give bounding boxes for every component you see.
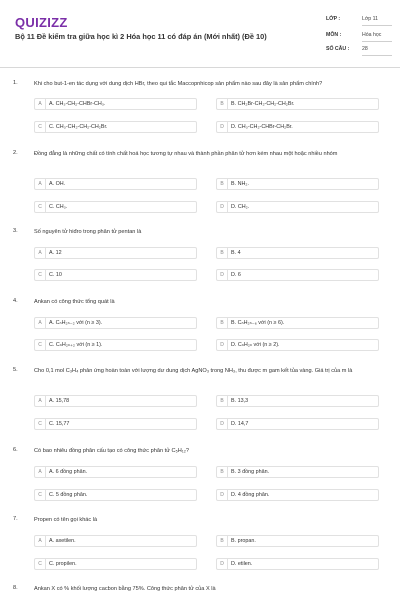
option-text: A. OH. (49, 181, 66, 187)
option-a[interactable] (34, 535, 197, 547)
option-letter: C (35, 559, 46, 569)
meta-count (326, 43, 392, 56)
meta-class-label: LỚP : (326, 16, 341, 22)
option-c[interactable] (34, 269, 197, 281)
option-c[interactable] (34, 201, 197, 213)
question-number: 3. (13, 228, 18, 234)
option-d[interactable] (216, 121, 379, 133)
option-letter: A (35, 467, 46, 477)
option-text: D. 14,7 (231, 421, 249, 427)
option-b[interactable] (216, 247, 379, 259)
option-d[interactable] (216, 269, 379, 281)
option-letter: C (35, 270, 46, 280)
option-letter: A (35, 396, 46, 406)
option-letter: A (35, 318, 46, 328)
quizizz-logo: QUIZIZZ (15, 15, 68, 30)
option-b[interactable] (216, 535, 379, 547)
option-letter: C (35, 202, 46, 212)
option-text: B. CH₂Br-CH₂-CH₂-CH₂Br. (231, 101, 295, 107)
option-b[interactable] (216, 317, 379, 329)
option-a[interactable] (34, 395, 197, 407)
option-letter: A (35, 179, 46, 189)
option-b[interactable] (216, 466, 379, 478)
meta-count-underline (362, 55, 392, 56)
meta-subject-underline (362, 41, 392, 42)
option-a[interactable] (34, 98, 197, 110)
meta-subject-label: MÔN : (326, 32, 342, 38)
option-d[interactable] (216, 558, 379, 570)
option-letter: D (217, 202, 228, 212)
option-text: C. propilen. (49, 561, 77, 567)
question-number: 4. (13, 298, 18, 304)
option-text: C. 5 đồng phân. (49, 492, 88, 498)
question-stem: Cho 0,1 mol C₃H₄ phản ứng hoàn toàn với lượng dư dung dịch AgNO₃ trong NH₃, thu được m gam kết tủa vàng. Giá trị của m là (34, 368, 353, 374)
option-text: D. 4 đồng phân. (231, 492, 270, 498)
question-number: 5. (13, 367, 18, 373)
meta-count-label: SỐ CÂU : (326, 46, 350, 52)
option-letter: C (35, 122, 46, 132)
meta-subject-value: Hóa học (362, 32, 382, 38)
option-c[interactable] (34, 121, 197, 133)
meta-count-value: 28 (362, 46, 368, 52)
option-d[interactable] (216, 339, 379, 351)
question-stem: Ankan X có % khối lượng cacbon bằng 75%. Công thức phân tử của X là (34, 586, 216, 592)
option-b[interactable] (216, 178, 379, 190)
option-letter: B (217, 396, 228, 406)
question-stem: Ankan có công thức tổng quát là (34, 299, 115, 305)
option-letter: A (35, 248, 46, 258)
option-letter: D (217, 419, 228, 429)
option-text: D. etilen. (231, 561, 253, 567)
option-text: B. propan. (231, 538, 256, 544)
question-number: 6. (13, 447, 18, 453)
option-a[interactable] (34, 466, 197, 478)
option-text: A. axetilen. (49, 538, 76, 544)
question-stem: Số nguyên tử hiđro trong phân tử pentan là (34, 229, 142, 235)
option-letter: B (217, 179, 228, 189)
question-stem: Có bao nhiêu đồng phân cấu tạo có công thức phân tử C₅H₁₂? (34, 448, 189, 454)
option-letter: D (217, 559, 228, 569)
option-a[interactable] (34, 317, 197, 329)
question-stem: Khi cho but-1-en tác dụng với dung dịch HBr, theo qui tắc Maccopnhicop sản phẩm nào sau đây là sản phẩm chính? (34, 81, 323, 87)
option-letter: C (35, 490, 46, 500)
option-text: B. 4 (231, 250, 241, 256)
option-text: C. CH₃-CH₂-CH₂-CH₂Br. (49, 124, 108, 130)
option-letter: D (217, 490, 228, 500)
option-letter: A (35, 536, 46, 546)
option-letter: D (217, 270, 228, 280)
option-text: C. 10 (49, 272, 62, 278)
option-text: A. 6 đồng phân. (49, 469, 88, 475)
option-b[interactable] (216, 395, 379, 407)
option-letter: B (217, 467, 228, 477)
meta-class (326, 13, 392, 26)
option-c[interactable] (34, 558, 197, 570)
question-number: 7. (13, 516, 18, 522)
document-title: Bộ 11 Đề kiểm tra giữa học kì 2 Hóa học 11 có đáp án (Mới nhất) (Đề 10) (15, 32, 267, 41)
option-text: B. CₙH₂ₙ₋₆ với (n ≥ 6). (231, 320, 285, 326)
option-text: A. 15,78 (49, 398, 70, 404)
meta-class-underline (362, 25, 392, 26)
option-a[interactable] (34, 178, 197, 190)
option-letter: C (35, 419, 46, 429)
option-text: B. 13,3 (231, 398, 249, 404)
option-text: A. CₙH₂ₙ₋₂ với (n ≥ 3). (49, 320, 103, 326)
option-text: B. NH₂. (231, 181, 249, 187)
option-text: D. CH₃-CH₂-CHBr-CH₂Br. (231, 124, 293, 130)
option-letter: A (35, 99, 46, 109)
option-letter: B (217, 248, 228, 258)
question-number: 1. (13, 80, 18, 86)
option-c[interactable] (34, 418, 197, 430)
option-text: C. CH₃. (49, 204, 68, 210)
option-letter: C (35, 340, 46, 350)
option-a[interactable] (34, 247, 197, 259)
option-d[interactable] (216, 418, 379, 430)
option-c[interactable] (34, 489, 197, 501)
question-stem: Propen có tên gọi khác là (34, 517, 98, 523)
option-c[interactable] (34, 339, 197, 351)
question-number: 2. (13, 150, 18, 156)
meta-class-value: Lớp 11 (362, 16, 378, 22)
option-letter: B (217, 318, 228, 328)
option-letter: D (217, 340, 228, 350)
option-letter: B (217, 536, 228, 546)
option-letter: B (217, 99, 228, 109)
option-text: D. 6 (231, 272, 241, 278)
option-b[interactable] (216, 98, 379, 110)
option-text: D. CH₂. (231, 204, 250, 210)
option-text: A. 12 (49, 250, 62, 256)
option-letter: D (217, 122, 228, 132)
option-text: C. 15,77 (49, 421, 70, 427)
option-text: A. CH₃-CH₂-CHBr-CH₃. (49, 101, 106, 107)
question-number: 8. (13, 585, 18, 591)
option-text: C. CₙH₂ₙ₊₂ với (n ≥ 1). (49, 342, 103, 348)
option-d[interactable] (216, 201, 379, 213)
meta-subject (326, 29, 392, 42)
option-d[interactable] (216, 489, 379, 501)
option-text: B. 3 đồng phân. (231, 469, 270, 475)
document-header (0, 0, 400, 68)
option-text: D. CₙH₂ₙ với (n ≥ 2). (231, 342, 280, 348)
question-stem: Đồng đẳng là những chất có tính chất hoá học tương tự nhau và thành phần phân tử hơn kém nhau một hoặc nhiều nhóm (34, 151, 338, 157)
